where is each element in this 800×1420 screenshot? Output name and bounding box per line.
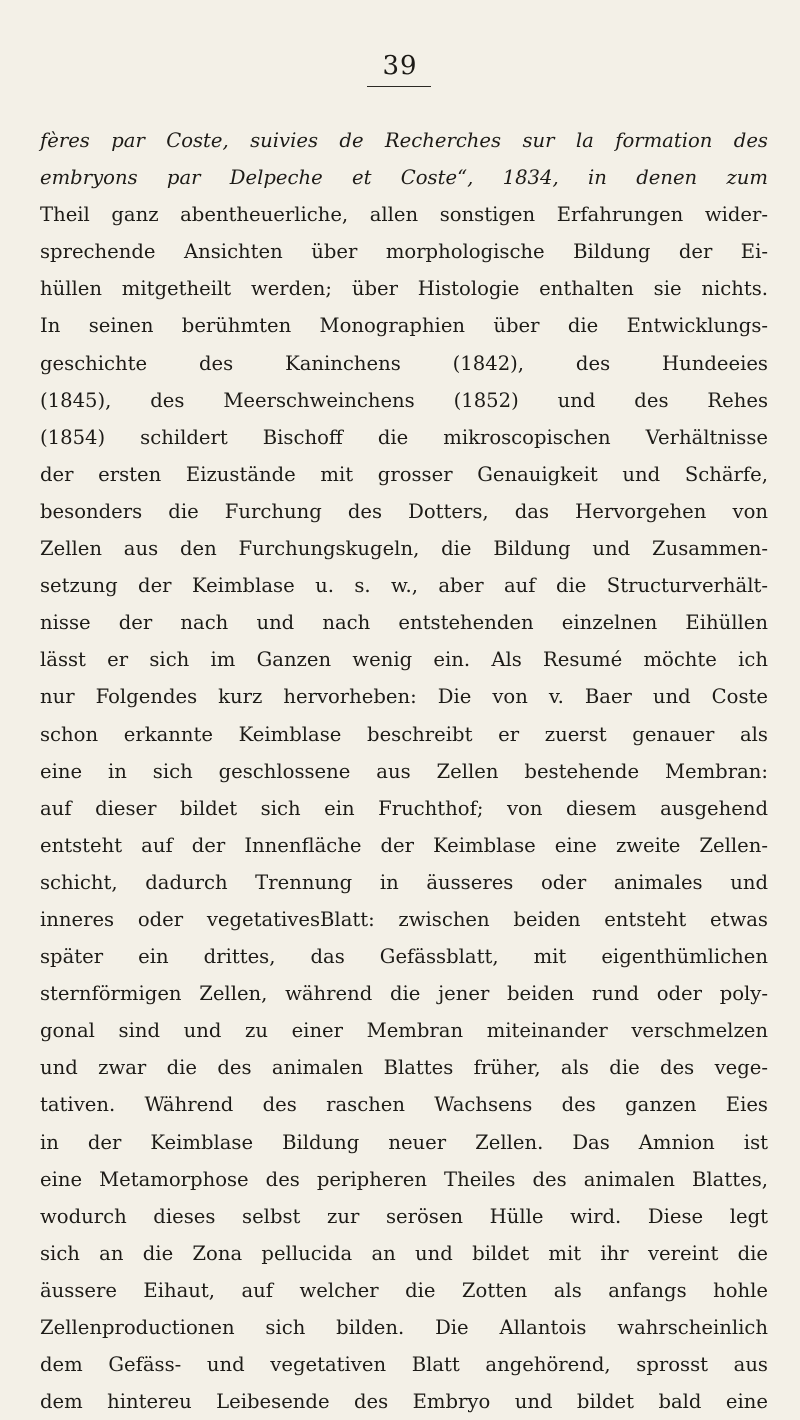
text-line: sich an die Zona pellucida an und bildet mit ihr vereint die — [40, 1241, 768, 1265]
text-line: geschichte des Kaninchens (1842), des Hundeeies — [40, 351, 768, 375]
text-line: und zwar die des animalen Blattes früher, als die des vege- — [40, 1056, 768, 1080]
text-line: lässt er sich im Ganzen wenig ein. Als Resumé möchte ich — [40, 648, 768, 672]
text-line: schon erkannte Keimblase beschreibt er zuerst genauer als — [40, 722, 768, 746]
text-line: fères par Coste, suivies de Recherches sur la formation des — [40, 129, 768, 152]
text-line: schicht, dadurch Trennung in äusseres oder animales und — [40, 870, 768, 894]
text-line: tativen. Während des raschen Wachsens des ganzen Eies — [40, 1093, 768, 1117]
text-line: wodurch dieses selbst zur serösen Hülle wird. Diese legt — [40, 1204, 768, 1228]
text-line: sternförmigen Zellen, während die jener beiden rund oder poly- — [40, 982, 768, 1006]
text-line: später ein drittes, das Gefässblatt, mit eigenthümlichen — [40, 945, 768, 969]
text-line: hüllen mitgetheilt werden; über Histologie enthalten sie nichts. — [40, 277, 768, 301]
text-line: In seinen berühmten Monographien über die Entwicklungs- — [40, 314, 768, 338]
text-line: (1854) schildert Bischoff die mikroscopischen Verhältnisse — [40, 425, 768, 449]
text-line: inneres oder vegetativesBlatt: zwischen beiden entsteht etwas — [40, 907, 768, 931]
text-line: Theil ganz abentheuerliche, allen sonstigen Erfahrungen wider- — [40, 203, 768, 227]
text-line: äussere Eihaut, auf welcher die Zotten als anfangs hohle — [40, 1278, 768, 1302]
text-line: dem Gefäss- und vegetativen Blatt angehörend, sprosst aus — [40, 1353, 768, 1377]
text-line: gonal sind und zu einer Membran miteinander verschmelzen — [40, 1019, 768, 1043]
page-number: 39 — [382, 51, 418, 81]
text-line: auf dieser bildet sich ein Fruchthof; von diesem ausgehend — [40, 796, 768, 820]
text-line: eine in sich geschlossene aus Zellen bestehende Membran: — [40, 759, 768, 783]
text-line: in der Keimblase Bildung neuer Zellen. Das Amnion ist — [40, 1130, 768, 1154]
text-line: dem hintereu Leibesende des Embryo und bildet bald eine — [40, 1390, 768, 1414]
page-number-underline — [367, 86, 431, 87]
text-line: Zellenproductionen sich bilden. Die Allantois wahrscheinlich — [40, 1316, 768, 1339]
text-line: sprechende Ansichten über morphologische Bildung der Ei- — [40, 240, 768, 264]
body-text — [40, 122, 768, 1420]
text-line: besonders die Furchung des Dotters, das Hervorgehen von — [40, 499, 768, 523]
text-line: nisse der nach und nach entstehenden einzelnen Eihüllen — [40, 611, 768, 635]
text-line: setzung der Keimblase u. s. w., aber auf die Structurverhält- — [40, 574, 768, 598]
text-line: entsteht auf der Innenfläche der Keimblase eine zweite Zellen- — [40, 833, 768, 857]
text-line: nur Folgendes kurz hervorheben: Die von v. Baer und Coste — [40, 685, 768, 709]
text-line: embryons par Delpeche et Coste“, 1834, in denen zum — [40, 166, 768, 190]
text-line: (1845), des Meerschweinchens (1852) und des Rehes — [40, 388, 768, 412]
text-line: der ersten Eizustände mit grosser Genauigkeit und Schärfe, — [40, 462, 768, 486]
text-line: eine Metamorphose des peripheren Theiles des animalen Blattes, — [40, 1167, 768, 1191]
text-line: Zellen aus den Furchungskugeln, die Bildung und Zusammen- — [40, 537, 768, 561]
